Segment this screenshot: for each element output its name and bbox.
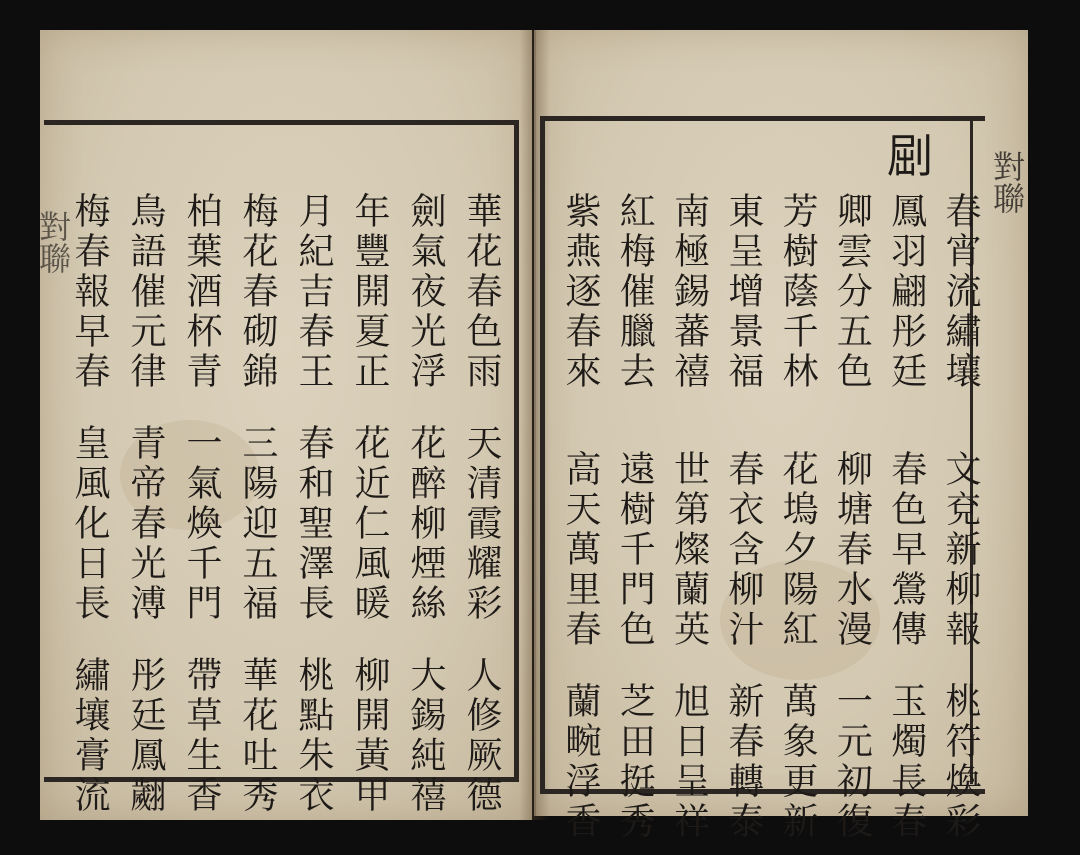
left-page-columns [62,192,508,816]
couplet-upper: 紅梅催臘去 [614,192,656,392]
couplet-end: 玉燭長春 [885,682,927,842]
left-edge-label: 對聯 [34,210,72,274]
couplet-column [454,192,508,816]
couplet-upper: 劍氣夜光浮 [405,192,446,392]
couplet-upper: 春宵流繡壤 [939,192,981,392]
couplet-lower: 天清霞耀彩 [461,424,502,624]
couplet-column [718,132,768,842]
couplet-lower: 高天萬里春 [560,450,601,650]
couplet-lower: 花塢夕陽紅 [777,450,819,650]
couplet-end: 柳開黃甲 [349,656,390,816]
couplet-lower: 春衣含柳汁 [722,450,764,650]
couplet-end: 蘭畹浮香 [560,682,601,842]
couplet-end: 旭日呈祥 [668,682,710,842]
couplet-column [881,132,931,842]
couplet-end: 繡壤膏流 [69,656,110,816]
couplet-column [230,192,284,816]
couplet-lower: 春和聖澤長 [293,424,334,624]
couplet-lower: 三陽迎五福 [237,424,278,624]
couplet-upper: 東呈增景福 [722,192,764,392]
couplet-upper: 鳳羽翩彤廷 [885,192,927,392]
couplet-lower: 青帝春光溥 [125,424,166,624]
couplet-upper: 柏葉酒杯青 [181,192,222,392]
couplet-end: 華花吐秀 [237,656,278,816]
couplet-upper: 梅春報早春 [69,192,110,392]
couplet-upper: 南極錫蕃禧 [668,192,710,392]
couplet-lower: 春色早鶯傳 [885,450,927,650]
couplet-upper: 年豐開夏正 [349,192,390,392]
couplet-upper: 華花春色雨 [461,192,502,392]
couplet-upper: 芳樹蔭千林 [777,192,819,392]
couplet-lower: 花近仁風暖 [349,424,390,624]
couplet-column [118,192,172,816]
couplet-lower: 花醉柳煙絲 [405,424,446,624]
couplet-end: 萬象更新 [777,682,819,842]
couplet-column [398,192,452,816]
couplet-end: 桃點朱衣 [293,656,334,816]
couplet-end: 帶草生香 [181,656,222,816]
couplet-end: 人修厥德 [461,656,502,816]
couplet-upper: 卿雲分五色 [831,192,873,392]
couplet-column [826,132,876,842]
couplet-upper: 月紀吉春王 [293,192,334,392]
couplet-end: 桃符煥彩 [939,682,981,842]
couplet-lower: 一氣煥千門 [181,424,222,624]
couplet-column [935,132,985,842]
couplet-lower: 遠樹千門色 [614,450,656,650]
couplet-lower: 文兗新柳報 [939,450,981,650]
couplet-column [62,192,116,816]
couplet-column [609,132,659,842]
couplet-end: 大錫純禧 [405,656,446,816]
right-page-columns [555,129,985,842]
couplet-column [664,132,714,842]
couplet-upper: 紫燕逐春來 [560,192,601,392]
couplet-lower: 皇風化日長 [69,424,110,624]
couplet-column [342,192,396,816]
couplet-lower: 世第燦蘭英 [668,450,710,650]
couplet-end: 彤廷鳳翽 [125,656,166,816]
couplet-end: 新春轉泰 [722,682,764,842]
section-heading: 𠜾 [887,129,933,183]
couplet-column [174,192,228,816]
couplet-upper: 鳥語催元律 [125,192,166,392]
couplet-column [286,192,340,816]
right-edge-label: 對聯 [988,150,1026,214]
couplet-end: 一元初復 [831,682,873,842]
couplet-upper: 梅花春砌錦 [237,192,278,392]
couplet-column [555,132,605,842]
couplet-end: 芝田挺秀 [614,682,656,842]
couplet-lower: 柳塘春水漫 [831,450,873,650]
couplet-column [772,132,822,842]
